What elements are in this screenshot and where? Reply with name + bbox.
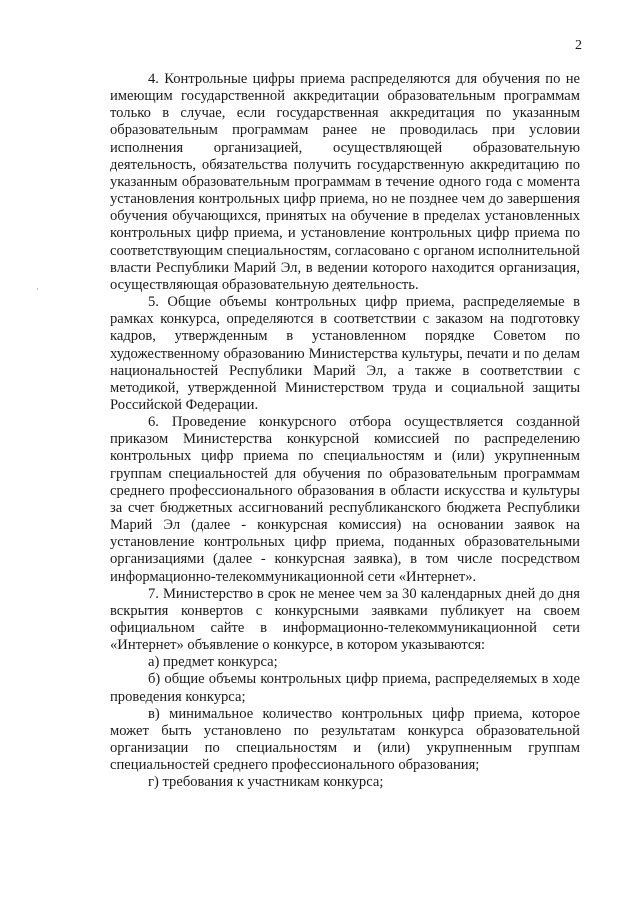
list-item-v: в) минимальное количество контрольных цифр приема, которое может быть установлено по результатам конкурса образовательной организации по специальностям и (или) укрупненным группам специальностей среднего профессионального образования;	[110, 705, 580, 774]
paragraph-5: 5. Общие объемы контрольных цифр приема, распределяемые в рамках конкурса, определяются в соответствии с заказом на подготовку кадров, утвержденным в установленном порядке Советом по художественному образованию Министерства культуры, печати и по делам национальностей Республики Марий Эл, а также в соответствии с методикой, утвержденной Министерством труда и социальной защиты Российской Федерации.	[110, 294, 580, 413]
paragraph-7: 7. Министерство в срок не менее чем за 30 календарных дней до дня вскрытия конвертов с конкурсными заявками публикует на своем официальном сайте в информационно-телекоммуникационной сети «Интернет» объявление о конкурсе, в котором указываются:	[110, 585, 580, 654]
document-body	[110, 71, 580, 792]
paragraph-6: 6. Проведение конкурсного отбора осуществляется созданной приказом Министерства конкурсной комиссией по распределению контрольных цифр приема по специальностям и (или) укрупненным группам специальностей для обучения по образовательным программам среднего профессионального образования в области искусства и культуры за счет бюджетных ассигнований республиканского бюджета Республики Марий Эл (далее - конкурсная комиссия) на основании заявок на установление контрольных цифр приема, поданных образовательными организациями (далее - конкурсная заявка), в том числе посредством информационно-телекоммуникационной сети «Интернет».	[110, 414, 580, 585]
list-item-a: а) предмет конкурса;	[148, 654, 278, 671]
list-item-b: б) общие объемы контрольных цифр приема, распределяемых в ходе проведения конкурса;	[110, 671, 580, 705]
paragraph-4: 4. Контрольные цифры приема распределяются для обучения по не имеющим государственной аккредитации образовательным программам только в случае, если государственная аккредитация по указанным образовательным программам ранее не проводилась при условии исполнения организацией, осуществляющей образовательную деятельность, обязательства получить государственную аккредитацию по указанным образовательным программам в течение одного года с момента установления контрольных цифр приема, но не позднее чем до завершения обучения обучающихся, принятых на обучение в пределах установленных контрольных цифр приема, и установление контрольных цифр приема по соответствующим специальностям, согласовано с органом исполнительной власти Республики Марий Эл, в ведении которого находится организация, осуществляющая образовательную деятельность.	[110, 71, 580, 293]
list-item-g: г) требования к участникам конкурса;	[148, 774, 384, 791]
page-number: 2	[575, 38, 582, 53]
margin-mark	[37, 288, 38, 290]
